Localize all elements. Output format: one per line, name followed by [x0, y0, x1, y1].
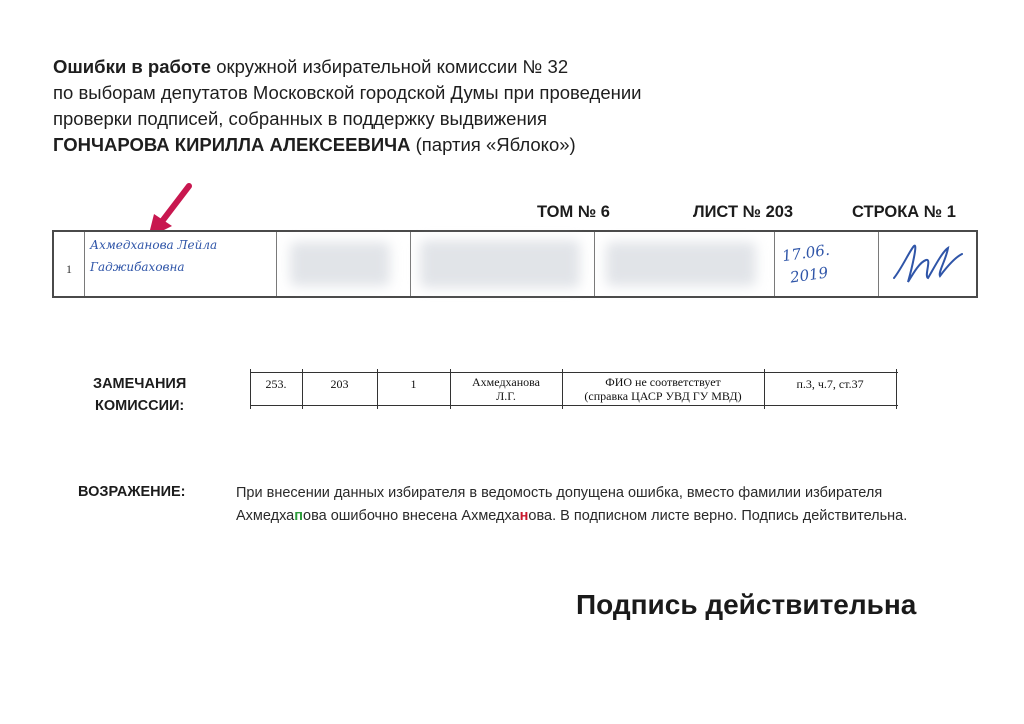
row-index: 1	[66, 262, 72, 276]
sheet-number: ЛИСТ № 203	[693, 203, 794, 221]
handwritten-date-year: 2019	[788, 263, 830, 287]
objection-text: При внесении данных избирателя в ведомость допущена ошибка, вместо фамилии избирателя Ахмедхапова ошибочно внесена Ахмедханова. В подписном листе верно. Подпись действительна.	[236, 485, 908, 524]
handwritten-surname: Ахмедханова Лейла	[90, 238, 218, 252]
handwritten-patronymic: Гаджибаховна	[90, 260, 185, 274]
remark-reason: ФИО не соответствует	[605, 375, 721, 389]
remark-entry-number: 253.	[265, 377, 287, 391]
header-line-1: Ошибки в работе окружной избирательной комиссии № 32	[53, 56, 569, 77]
redacted-address	[420, 240, 580, 288]
correct-letter: п	[294, 508, 304, 524]
signature-sheet-row	[52, 230, 978, 298]
remark-row: 1	[410, 377, 417, 391]
remark-surname: Ахмедханова	[472, 375, 540, 389]
remark-sheet: 203	[330, 377, 349, 391]
verdict: Подпись действительна	[576, 589, 917, 620]
remarks-label: ЗАМЕЧАНИЯ КОМИССИИ:	[93, 376, 187, 414]
redacted-birthdate	[290, 242, 390, 286]
header-line-3: проверки подписей, собранных в поддержку выдвижения	[53, 108, 548, 129]
header-line-4: ГОНЧАРОВА КИРИЛЛА АЛЕКСЕЕВИЧА (партия «Яблоко»)	[53, 134, 576, 155]
voter-signature-icon	[888, 238, 972, 290]
header-line-2: по выборам депутатов Московской городской Думы при проведении	[53, 82, 642, 103]
document-header	[53, 54, 642, 158]
redacted-passport	[606, 242, 756, 286]
volume-number: ТОМ № 6	[537, 203, 610, 221]
handwritten-date-day: 17.06.	[780, 240, 831, 266]
objection-label: ВОЗРАЖЕНИЕ:	[78, 484, 186, 500]
remark-reason-source: (справка ЦАСР УВД ГУ МВД)	[584, 389, 742, 403]
remark-initials: Л.Г.	[496, 389, 516, 403]
remark-law-reference: п.3, ч.7, ст.37	[796, 377, 864, 391]
row-number: СТРОКА № 1	[852, 203, 956, 221]
commission-remarks-scan	[250, 369, 898, 409]
wrong-letter: н	[519, 508, 529, 524]
